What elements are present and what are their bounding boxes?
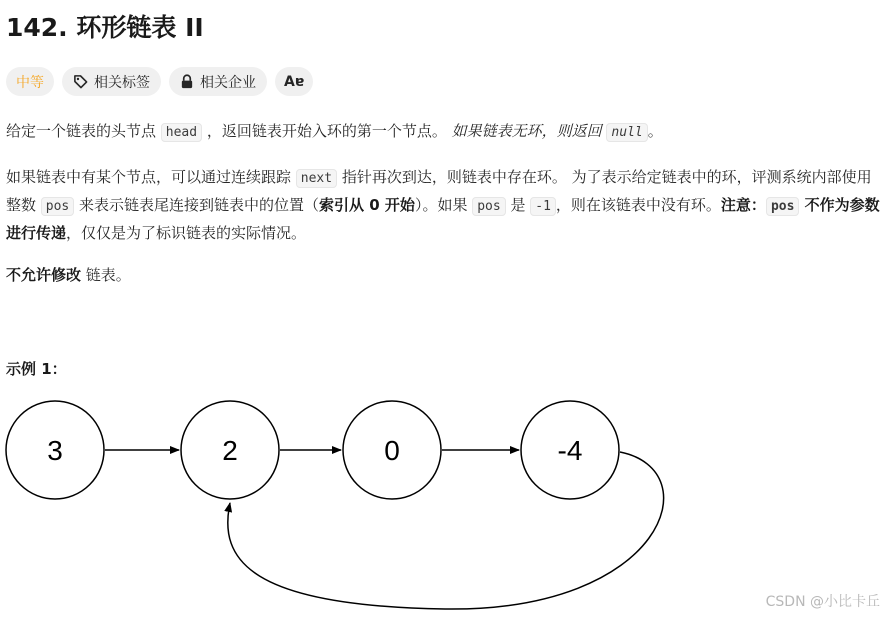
p2-text-c: 来表示链表尾连接到链表中的位置（: [74, 196, 320, 214]
example-title: 示例 1：: [6, 360, 67, 378]
inline-code-pos: pos: [41, 197, 74, 216]
p1-text-a: 给定一个链表的头节点: [6, 122, 161, 140]
p3-bold-text: 不允许修改: [6, 266, 82, 284]
list-node-2: [343, 401, 441, 499]
p3-rest-text: 链表。: [81, 266, 131, 284]
inline-code-minus-one: -1: [530, 197, 556, 216]
p2-bold-index: 索引从 0 开始: [319, 196, 415, 214]
p1-italic-text: 如果链表无环，则返回: [451, 122, 607, 140]
node-value-2: 0: [384, 435, 400, 466]
p2-text-g: ，仅仅是为了标识链表的实际情况。: [66, 224, 307, 242]
translate-button[interactable]: [275, 67, 313, 96]
list-node-0: [6, 401, 104, 499]
p2-text-b: 指针再次到达，则链表中存在环。 为了表示给定链表中的环，评测系统内部使用整数: [6, 168, 872, 214]
description-paragraph-2: [6, 164, 882, 246]
linked-list-diagram: [0, 390, 888, 619]
difficulty-badge[interactable]: [6, 67, 54, 96]
p2-text-a: 如果链表中有某个节点，可以通过连续跟踪: [6, 168, 296, 186]
description-paragraph-1: [6, 118, 882, 146]
node-value-3: -4: [557, 435, 583, 466]
lock-icon: [180, 74, 194, 89]
node-value-1: 2: [222, 435, 238, 466]
inline-code-null: null: [606, 123, 647, 142]
tag-icon: [73, 74, 88, 89]
inline-code-head: head: [161, 123, 202, 142]
related-companies-button[interactable]: [169, 67, 267, 96]
node-value-0: 3: [47, 435, 63, 466]
inline-code-next: next: [296, 169, 337, 188]
p1-text-end: 。: [647, 122, 663, 140]
related-tags-label: 相关标签: [94, 74, 150, 91]
difficulty-label: 中等: [16, 74, 44, 91]
p2-text-d: ）。如果: [414, 196, 473, 214]
inline-code-pos-3: pos: [766, 197, 799, 216]
list-node-3: [521, 401, 619, 499]
problem-title: 142. 环形链表 II: [6, 13, 204, 42]
p2-bold-not-param: 不作为参数进行传递: [6, 196, 880, 242]
p2-text-f: ，则在该链表中没有环。: [555, 196, 721, 214]
description-paragraph-3: [6, 262, 882, 288]
p1-text-b: ，返回链表开始入环的第一个节点。: [202, 122, 452, 140]
related-companies-label: 相关企业: [200, 74, 256, 91]
tag-bar: [6, 67, 313, 96]
p2-text-e: 是: [505, 196, 531, 214]
inline-code-pos-2: pos: [472, 197, 505, 216]
watermark: CSDN @小比卡丘: [765, 594, 880, 610]
list-node-1: [181, 401, 279, 499]
related-tags-button[interactable]: [62, 67, 161, 96]
translate-icon: Aɐ: [284, 73, 305, 90]
p2-bold-note: 注意：: [720, 196, 766, 214]
